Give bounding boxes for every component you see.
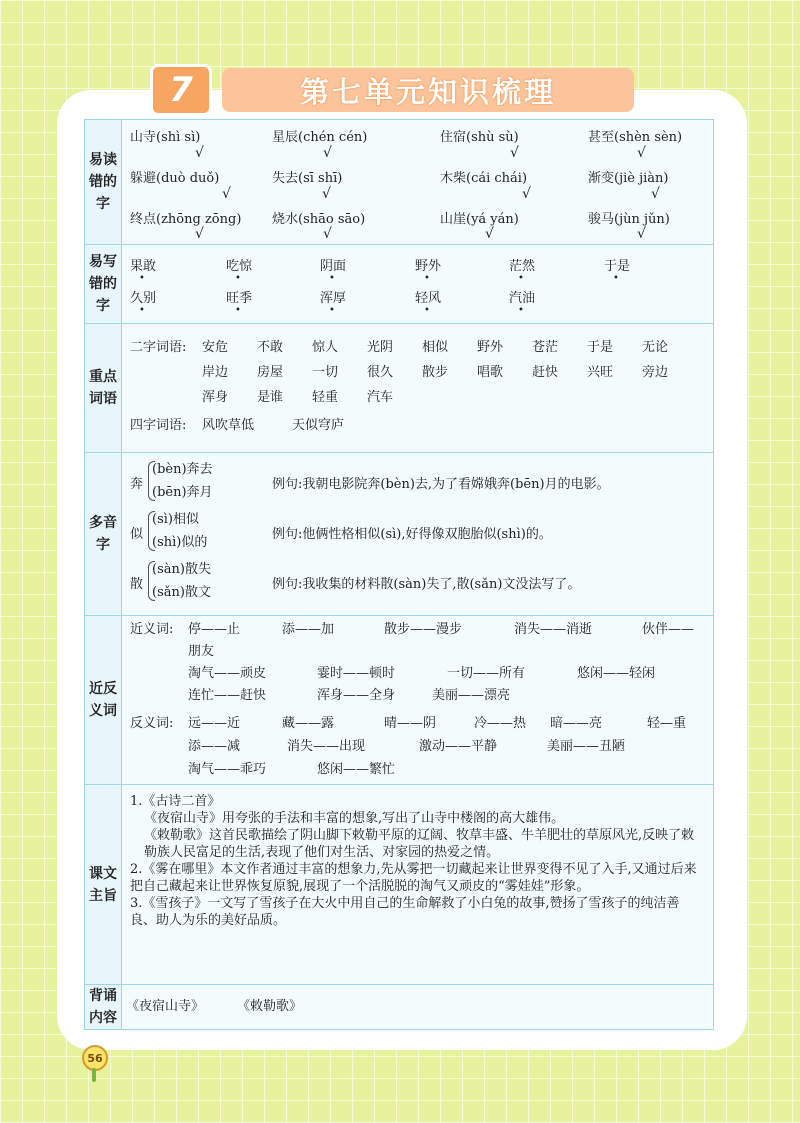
syn-ant-content bbox=[122, 616, 714, 785]
key-word: 旁边 bbox=[642, 365, 669, 380]
check-mark: √ bbox=[323, 145, 332, 161]
key-word: 苍茫 bbox=[532, 340, 559, 355]
antonym-pair: 美丽——丑陋 bbox=[547, 739, 626, 754]
polyphone-example: 例句:我朝电影院奔(bèn)去,为了看嫦娥奔(bēn)月的电影。 bbox=[272, 477, 610, 492]
easy-write-word: 轻风 bbox=[415, 291, 442, 306]
key-word: 岸边 bbox=[202, 365, 229, 380]
key-word: 一切 bbox=[312, 365, 339, 380]
synonym-pair: 停——止 bbox=[188, 622, 241, 637]
synonym-pair: 消失——消逝 bbox=[514, 622, 593, 637]
theme-para: 《敕勒歌》这首民歌描绘了阴山脚下敕勒平原的辽阔、牧草丰盛、牛羊肥壮的草原风光,反映了敕勒族人民富足的生活,表现了他们对生活、对家园的热爱之情。 bbox=[144, 828, 695, 860]
key-word: 惊人 bbox=[312, 340, 339, 355]
key-word: 房屋 bbox=[257, 365, 284, 380]
polyphone-reading: (bēn)奔月 bbox=[152, 485, 213, 500]
antonym-pair: 晴——阴 bbox=[384, 716, 437, 731]
antonym-pair: 悠闲——繁忙 bbox=[317, 762, 396, 777]
key-word: 兴旺 bbox=[587, 365, 614, 380]
polyphone-content bbox=[122, 453, 714, 616]
easy-write-word: 汽油 bbox=[509, 291, 536, 306]
check-mark: √ bbox=[522, 186, 531, 202]
antonym-pair: 激动——平静 bbox=[419, 739, 498, 754]
key-word: 光阴 bbox=[367, 340, 394, 355]
theme-para: 1.《古诗二首》 bbox=[130, 794, 221, 809]
polyphone-char: 散 bbox=[130, 577, 144, 592]
check-mark: √ bbox=[485, 226, 494, 242]
synonym-pair: 美丽——漂亮 bbox=[432, 688, 511, 703]
synonym-pair: 浑身——全身 bbox=[317, 688, 396, 703]
flower-stem bbox=[92, 1068, 96, 1082]
unit-header bbox=[150, 64, 640, 116]
synonym-pair: 一切——所有 bbox=[447, 666, 526, 681]
antonym-pair: 暗——亮 bbox=[550, 716, 603, 731]
easy-read-word: 星辰(chén cén) bbox=[272, 130, 368, 145]
polyphone-example: 例句:我收集的材料散(sàn)失了,散(sǎn)文没法写了。 bbox=[272, 577, 581, 592]
antonym-pair: 消失——出现 bbox=[287, 739, 366, 754]
polyphone-char: 似 bbox=[130, 527, 144, 542]
label-key-words: 重点词语 bbox=[85, 324, 122, 453]
key-word: 于是 bbox=[587, 340, 614, 355]
knowledge-table bbox=[84, 119, 714, 1030]
key-word: 无论 bbox=[642, 340, 669, 355]
key-words-content bbox=[122, 324, 714, 453]
key-word: 浑身 bbox=[202, 390, 229, 405]
polyphone-reading: (shì)似的 bbox=[152, 535, 208, 550]
check-mark: √ bbox=[195, 145, 204, 161]
antonym-pair: 藏——露 bbox=[282, 716, 335, 731]
easy-read-word: 住宿(shù sù) bbox=[440, 130, 519, 145]
easy-write-content: 果敢 吃惊 阴面 野外 茫然 于是 • • • • • • 久别 旺季 浑厚 轻风 汽油 • • • • • bbox=[122, 245, 714, 324]
synonym-pair: 淘气——顽皮 bbox=[188, 666, 267, 681]
check-mark: √ bbox=[222, 186, 231, 202]
key-word: 汽车 bbox=[367, 390, 394, 405]
easy-write-word: 果敢 bbox=[130, 259, 157, 274]
easy-read-word: 山寺(shì sì) bbox=[130, 130, 201, 145]
easy-read-word: 失去(sī shī) bbox=[272, 171, 343, 186]
antonym-pair: 冷——热 bbox=[474, 716, 527, 731]
synonym-pair: 添——加 bbox=[282, 622, 335, 637]
key-word: 风吹草低 bbox=[202, 418, 255, 433]
easy-read-word: 骏马(jùn jǔn) bbox=[588, 212, 670, 227]
polyphone-reading: (sì)相似 bbox=[152, 512, 199, 527]
easy-read-content bbox=[122, 120, 714, 245]
theme-para: 《夜宿山寺》用夸张的手法和丰富的想象,写出了山寺中楼阁的高大雄伟。 bbox=[144, 811, 565, 826]
label-themes: 课文主旨 bbox=[85, 785, 122, 985]
recite-content bbox=[122, 985, 714, 1030]
polyphone-reading: (sàn)散失 bbox=[152, 562, 211, 577]
check-mark: √ bbox=[637, 226, 646, 242]
antonym-pair: 淘气——乖巧 bbox=[188, 762, 267, 777]
check-mark: √ bbox=[323, 226, 332, 242]
polyphone-char: 奔 bbox=[130, 477, 144, 492]
label-syn-ant: 近反义词 bbox=[85, 616, 122, 785]
label-polyphone: 多音字 bbox=[85, 453, 122, 616]
check-mark: √ bbox=[195, 226, 204, 242]
easy-read-word: 山崖(yá yán) bbox=[440, 212, 519, 227]
theme-para: 2.《雾在哪里》本文作者通过丰富的想象力,先从雾把一切藏起来让世界变得不见了入手,又通过后来把自己藏起来让世界恢复原貌,展现了一个活脱脱的淘气又顽皮的“雾娃娃”形象。 bbox=[130, 862, 697, 894]
key-word: 是谁 bbox=[257, 390, 284, 405]
row-recite bbox=[85, 985, 714, 1030]
key-word: 赶快 bbox=[532, 365, 559, 380]
recite-item: 《夜宿山寺》 bbox=[126, 999, 205, 1014]
key-word: 轻重 bbox=[312, 390, 339, 405]
themes-content bbox=[122, 785, 714, 985]
row-syn-ant bbox=[85, 616, 714, 785]
synonym-pair: 霎时——顿时 bbox=[317, 666, 396, 681]
easy-read-word: 烧水(shāo sāo) bbox=[272, 212, 366, 227]
easy-read-word: 木柴(cái chái) bbox=[440, 171, 528, 186]
easy-write-word: 吃惊 bbox=[226, 259, 253, 274]
row-themes bbox=[85, 785, 714, 985]
easy-read-word: 渐变(jiè jiàn) bbox=[588, 171, 669, 186]
key-word: 散步 bbox=[422, 365, 449, 380]
row-key-words bbox=[85, 324, 714, 453]
easy-write-word: 旺季 bbox=[226, 291, 253, 306]
polyphone-example: 例句:他俩性格相似(sì),好得像双胞胎似(shì)的。 bbox=[272, 527, 552, 542]
key-word: 天似穹庐 bbox=[292, 418, 345, 433]
polyphone-reading: (bèn)奔去 bbox=[152, 462, 213, 477]
easy-write-word: 茫然 bbox=[509, 259, 536, 274]
synonym-pair: 伙伴—— bbox=[642, 622, 695, 637]
polyphone-reading: (sǎn)散文 bbox=[152, 585, 211, 600]
page-number: 56 bbox=[82, 1045, 108, 1071]
key-word: 安危 bbox=[202, 340, 229, 355]
synonym-prefix: 近义词: bbox=[130, 622, 174, 637]
antonym-prefix: 反义词: bbox=[130, 716, 174, 731]
check-mark: √ bbox=[510, 145, 519, 161]
key-word: 不敢 bbox=[257, 340, 284, 355]
check-mark: √ bbox=[651, 186, 660, 202]
easy-write-word: 野外 bbox=[415, 259, 442, 274]
key-word: 野外 bbox=[477, 340, 504, 355]
antonym-pair: 轻—重 bbox=[647, 716, 687, 731]
check-mark: √ bbox=[637, 145, 646, 161]
row-easy-read bbox=[85, 120, 714, 245]
easy-write-word: 久别 bbox=[130, 291, 157, 306]
easy-write-word: 于是 bbox=[604, 259, 631, 274]
easy-read-word: 终点(zhōng zōng) bbox=[130, 212, 242, 227]
key-word: 唱歌 bbox=[477, 365, 504, 380]
synonym-pair: 散步——漫步 bbox=[384, 622, 463, 637]
theme-para: 3.《雪孩子》一文写了雪孩子在大火中用自己的生命解救了小白兔的故事,赞扬了雪孩子的纯洁善良、助人为乐的美好品质。 bbox=[130, 896, 680, 928]
recite-item: 《敕勒歌》 bbox=[237, 999, 303, 1014]
two-char-prefix: 二字词语: bbox=[130, 340, 187, 355]
key-word: 相似 bbox=[422, 340, 449, 355]
antonym-pair: 远——近 bbox=[188, 716, 241, 731]
synonym-pair: 悠闲——轻闲 bbox=[577, 666, 656, 681]
four-char-prefix: 四字词语: bbox=[130, 418, 187, 433]
label-easy-read: 易读错的字 bbox=[85, 120, 122, 245]
easy-read-word: 甚至(shèn sèn) bbox=[588, 130, 683, 145]
check-mark: √ bbox=[322, 186, 331, 202]
easy-read-word: 躲避(duò duǒ) bbox=[130, 171, 220, 186]
row-polyphone bbox=[85, 453, 714, 616]
synonym-continuation: 朋友 bbox=[188, 644, 215, 659]
easy-write-word: 阴面 bbox=[320, 259, 347, 274]
unit-number: 7 bbox=[150, 64, 212, 116]
row-easy-write bbox=[85, 245, 714, 324]
label-recite: 背诵内容 bbox=[85, 985, 122, 1030]
synonym-pair: 连忙——赶快 bbox=[188, 688, 267, 703]
label-easy-write: 易写错的字 bbox=[85, 245, 122, 324]
antonym-pair: 添——减 bbox=[188, 739, 241, 754]
easy-write-word: 浑厚 bbox=[320, 291, 347, 306]
key-word: 很久 bbox=[367, 365, 394, 380]
unit-title: 第七单元知识梳理 bbox=[222, 68, 634, 112]
